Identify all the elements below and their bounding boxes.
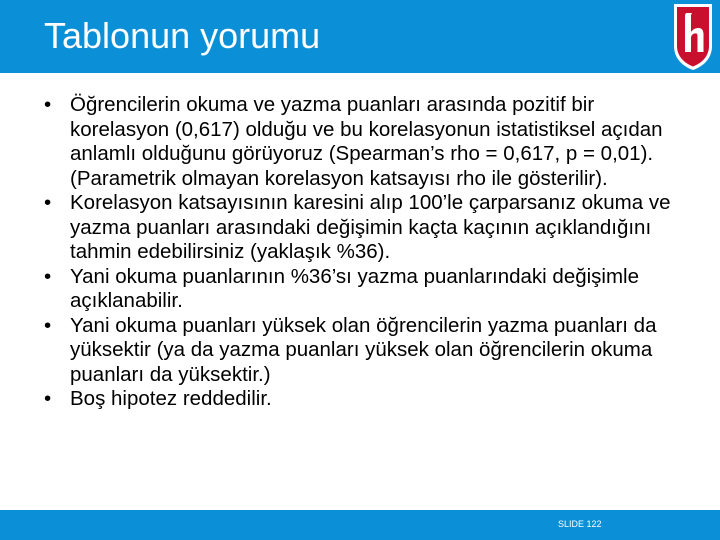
bullet-dot: • — [44, 191, 52, 214]
bullet-item — [44, 265, 694, 314]
bullet-text: Korelasyon katsayısının karesini alıp 100’le çarparsanız okuma ve yazma puanları arasındaki değişimin kaçta kaçının açıklandığını tahmin edebilirsiniz (yaklaşık %36). — [70, 191, 671, 263]
bullet-item — [44, 314, 694, 388]
university-logo-icon — [668, 0, 718, 72]
bullet-dot: • — [44, 313, 52, 337]
bullet-dot: • — [44, 93, 52, 116]
slide-number: SLIDE 122 — [558, 519, 602, 529]
bullet-dot: • — [44, 264, 52, 288]
bullet-item — [44, 387, 694, 412]
bullet-item — [44, 191, 694, 265]
bullet-list — [44, 93, 694, 412]
bullet-text: Yani okuma puanları yüksek olan öğrencilerin yazma puanları da yüksektir (ya da yazma puanları yüksek olan öğrencilerin okuma puanları da yüksektir.) — [70, 313, 657, 386]
bullet-text: Boş hipotez reddedilir. — [70, 387, 272, 410]
bullet-text: Öğrencilerin okuma ve yazma puanları arasında pozitif bir korelasyon (0,617) olduğu ve bu korelasyonun istatistiksel açıdan anlamlı olduğunu görüyoruz (Spearman’s rho = 0,617, p = 0,01). (Parametrik olmayan korelasyon katsayısı rho ile gösterilir). — [70, 93, 663, 190]
bullet-dot: • — [44, 387, 52, 410]
bullet-item — [44, 93, 694, 191]
bullet-text: Yani okuma puanlarının %36’sı yazma puanlarındaki değişimle açıklanabilir. — [70, 264, 640, 312]
footer-bar — [0, 510, 720, 540]
slide-title: Tablonun yorumu — [44, 15, 321, 56]
